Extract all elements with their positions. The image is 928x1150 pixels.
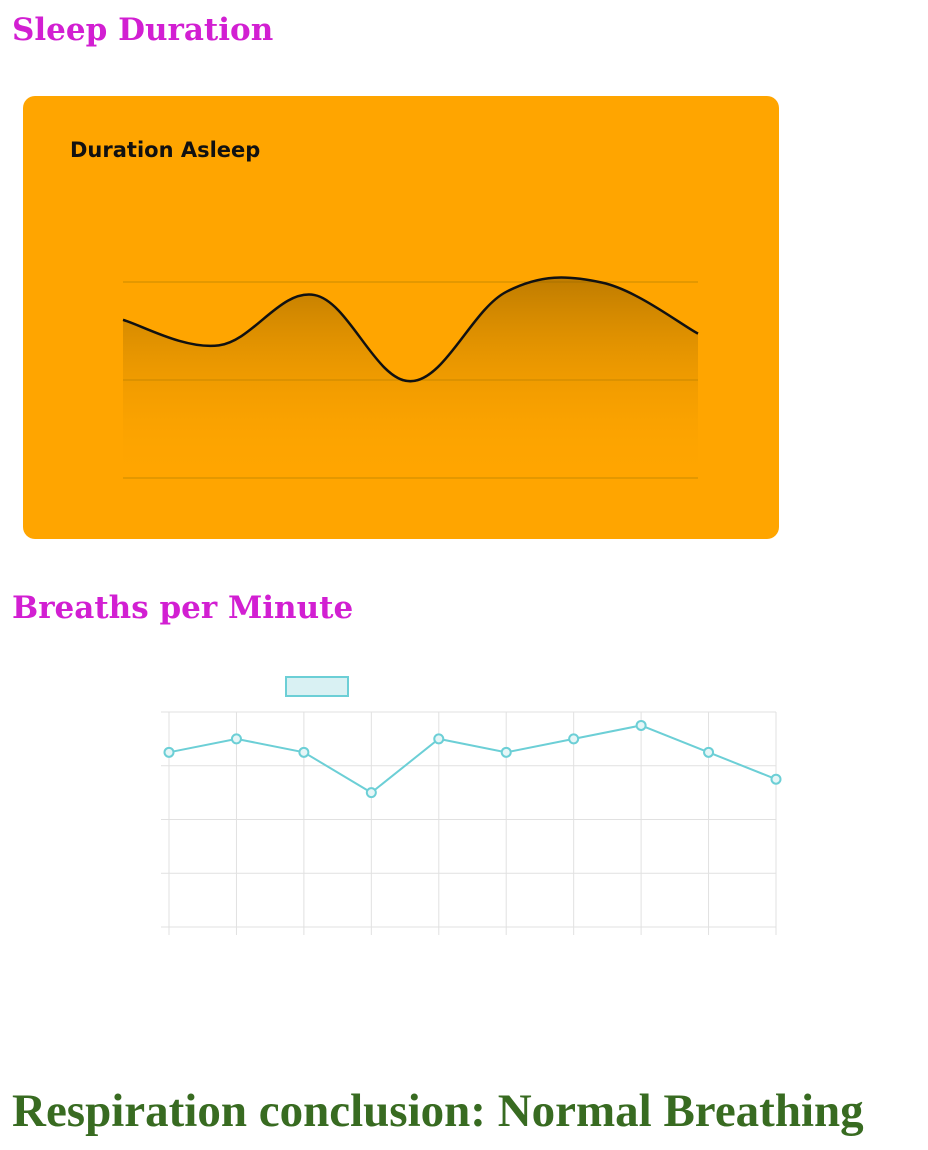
sleep-chart bbox=[23, 96, 779, 539]
respiration-conclusion: Respiration conclusion: Normal Breathing bbox=[12, 1085, 864, 1137]
sleep-card bbox=[23, 96, 779, 539]
legend bbox=[286, 677, 348, 696]
data-point bbox=[569, 734, 578, 743]
data-point bbox=[165, 748, 174, 757]
sleep-duration-heading: Sleep Duration bbox=[12, 12, 274, 48]
breaths-line bbox=[169, 725, 776, 792]
data-point bbox=[232, 734, 241, 743]
data-point bbox=[704, 748, 713, 757]
breaths-chart bbox=[0, 660, 928, 1060]
data-point bbox=[637, 721, 646, 730]
legend-swatch bbox=[286, 677, 348, 696]
data-point bbox=[299, 748, 308, 757]
card-title: Duration Asleep bbox=[70, 138, 261, 162]
data-point bbox=[434, 734, 443, 743]
data-point bbox=[502, 748, 511, 757]
area-fill bbox=[123, 277, 698, 478]
data-point bbox=[772, 775, 781, 784]
data-point bbox=[367, 788, 376, 797]
breaths-heading: Breaths per Minute bbox=[12, 590, 354, 626]
